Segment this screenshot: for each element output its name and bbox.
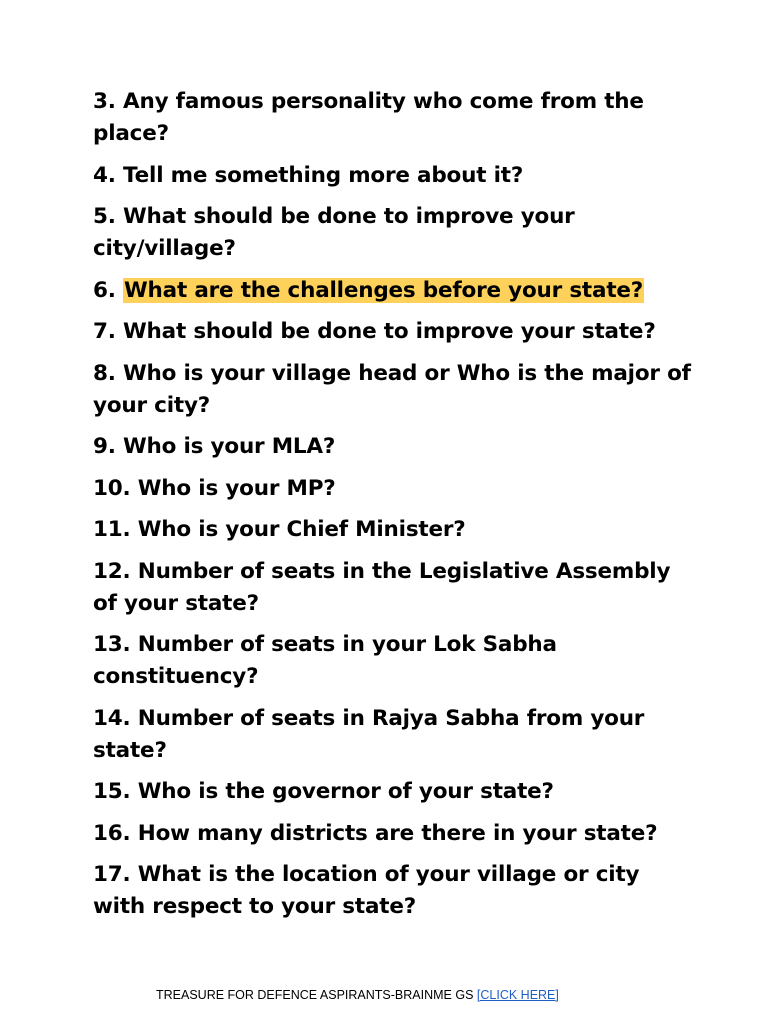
highlighted-question-text: What are the challenges before your state? [124,277,644,303]
question-item [93,431,693,463]
click-here-link[interactable]: [CLICK HERE] [476,988,559,1002]
question-item [93,86,693,150]
question-number: 7. [93,319,116,344]
question-text: Number of seats in your Lok Sabha constituency? [93,632,557,689]
question-text: Tell me something more about it? [123,162,524,188]
question-number: 17. [93,862,131,887]
question-item [93,201,693,265]
question-text: Any famous personality who come from the place? [93,89,644,146]
question-number: 9. [93,434,116,459]
question-text: What is the location of your village or city with respect to your state? [93,862,640,919]
question-number: 15. [93,779,131,804]
question-text: What should be done to improve your city/village? [93,204,575,261]
question-item [93,316,693,348]
question-number: 5. [93,204,116,229]
question-text: How many districts are there in your state? [137,820,658,846]
question-text: Who is your MP? [137,475,336,501]
question-number: 14. [93,705,131,731]
question-list [93,86,693,933]
question-text: Who is the governor of your state? [137,779,554,804]
question-item [93,629,693,693]
question-number: 6. [93,277,116,303]
question-item-highlighted [93,275,693,307]
question-number: 11. [93,517,131,542]
question-text: Who is your MLA? [123,434,336,459]
question-item [93,859,693,923]
question-text: Who is your Chief Minister? [137,517,466,542]
question-text: What should be done to improve your state? [123,319,656,344]
question-number: 13. [93,632,131,657]
question-text: Number of seats in Rajya Sabha from your state? [93,705,645,763]
question-item [93,556,693,620]
question-number: 8. [93,360,116,386]
page-footer [156,988,559,1002]
question-text: Who is your village head or Who is the major of your city? [93,360,691,418]
question-item [93,473,693,505]
question-number: 12. [93,558,131,584]
question-text: Number of seats in the Legislative Assembly of your state? [93,558,671,616]
question-item [93,358,693,422]
footer-text: TREASURE FOR DEFENCE ASPIRANTS-BRAINME GS [156,988,474,1002]
question-item [93,160,693,192]
question-number: 3. [93,89,116,114]
question-item [93,818,693,850]
question-item [93,776,693,808]
question-number: 4. [93,162,116,188]
question-number: 10. [93,475,131,501]
question-number: 16. [93,820,131,846]
question-item [93,514,693,546]
question-item [93,703,693,767]
